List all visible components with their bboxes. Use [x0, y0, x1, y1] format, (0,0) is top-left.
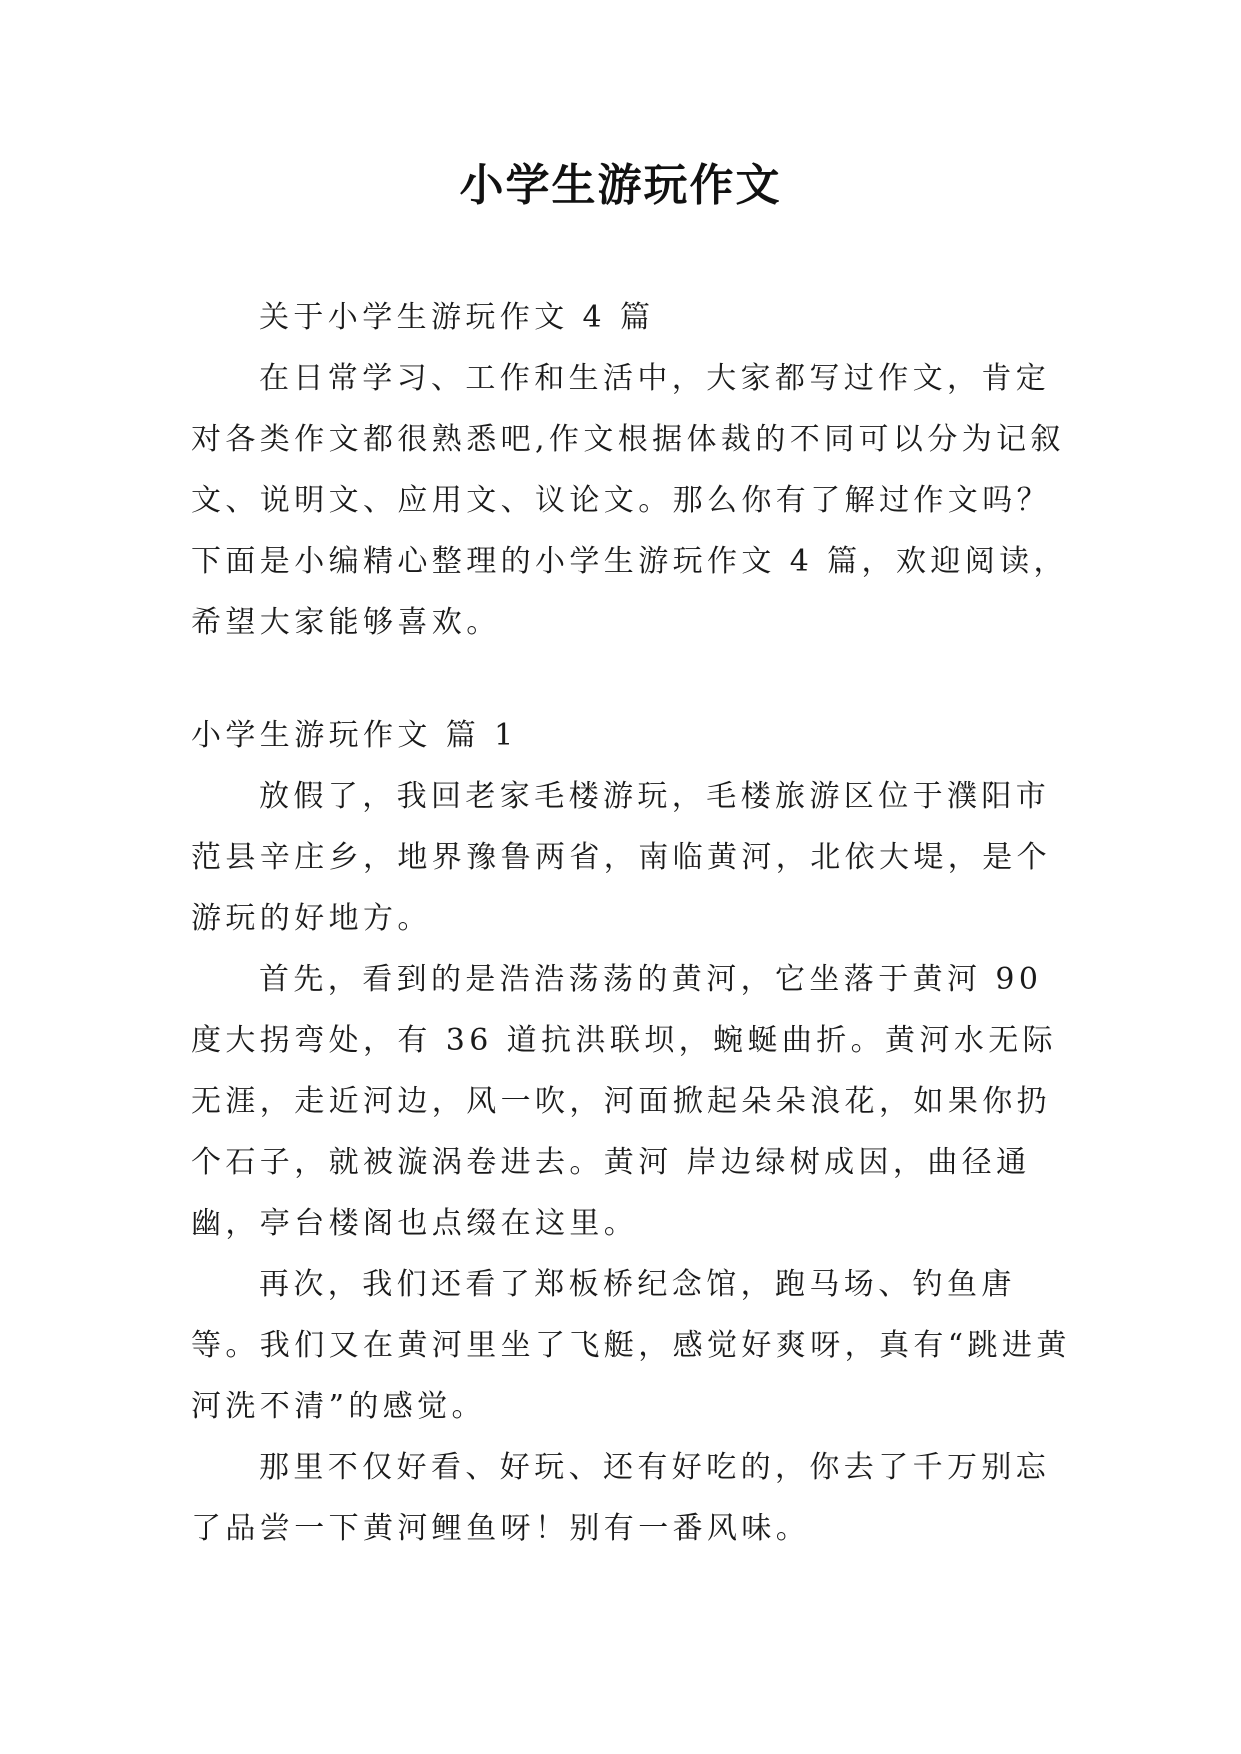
- intro-heading: 关于小学生游玩作文 4 篇: [259, 300, 655, 335]
- body-paragraph-2: 首先，看到的是浩浩荡荡的黄河，它坐落于黄河 90 度大拐弯处，有 36 道抗洪联坝，蜿蜒曲折。黄河水无际无涯，走近河边，风一吹，河面掀起朵朵浪花，如果你扔个石子，就被漩涡卷进去。黄河 岸边绿树成因，曲径通幽，亭台楼阁也点缀在这里。: [191, 962, 1058, 1241]
- body-paragraph-4: 那里不仅好看、好玩、还有好吃的，你去了千万别忘了品尝一下黄河鲤鱼呀！别有一番风味。: [191, 1450, 1051, 1546]
- document-body: [191, 287, 1071, 1559]
- section-heading: 小学生游玩作文 篇 1: [191, 718, 518, 753]
- body-paragraph-1: 放假了，我回老家毛楼游玩，毛楼旅游区位于濮阳市范县辛庄乡，地界豫鲁两省，南临黄河，北依大堤，是个游玩的好地方。: [191, 779, 1051, 936]
- body-paragraph-3: 再次，我们还看了郑板桥纪念馆，跑马场、钓鱼唐等。我们又在黄河里坐了飞艇，感觉好爽呀，真有“跳进黄河洗不清”的感觉。: [191, 1267, 1071, 1424]
- document-title: 小学生游玩作文: [459, 160, 782, 211]
- intro-paragraph: 在日常学习、工作和生活中，大家都写过作文，肯定对各类作文都很熟悉吧,作文根据体裁的不同可以分为记叙文、说明文、应用文、议论文。那么你有了解过作文吗？下面是小编精心整理的小学生游玩作文 4 篇，欢迎阅读，希望大家能够喜欢。: [191, 361, 1068, 640]
